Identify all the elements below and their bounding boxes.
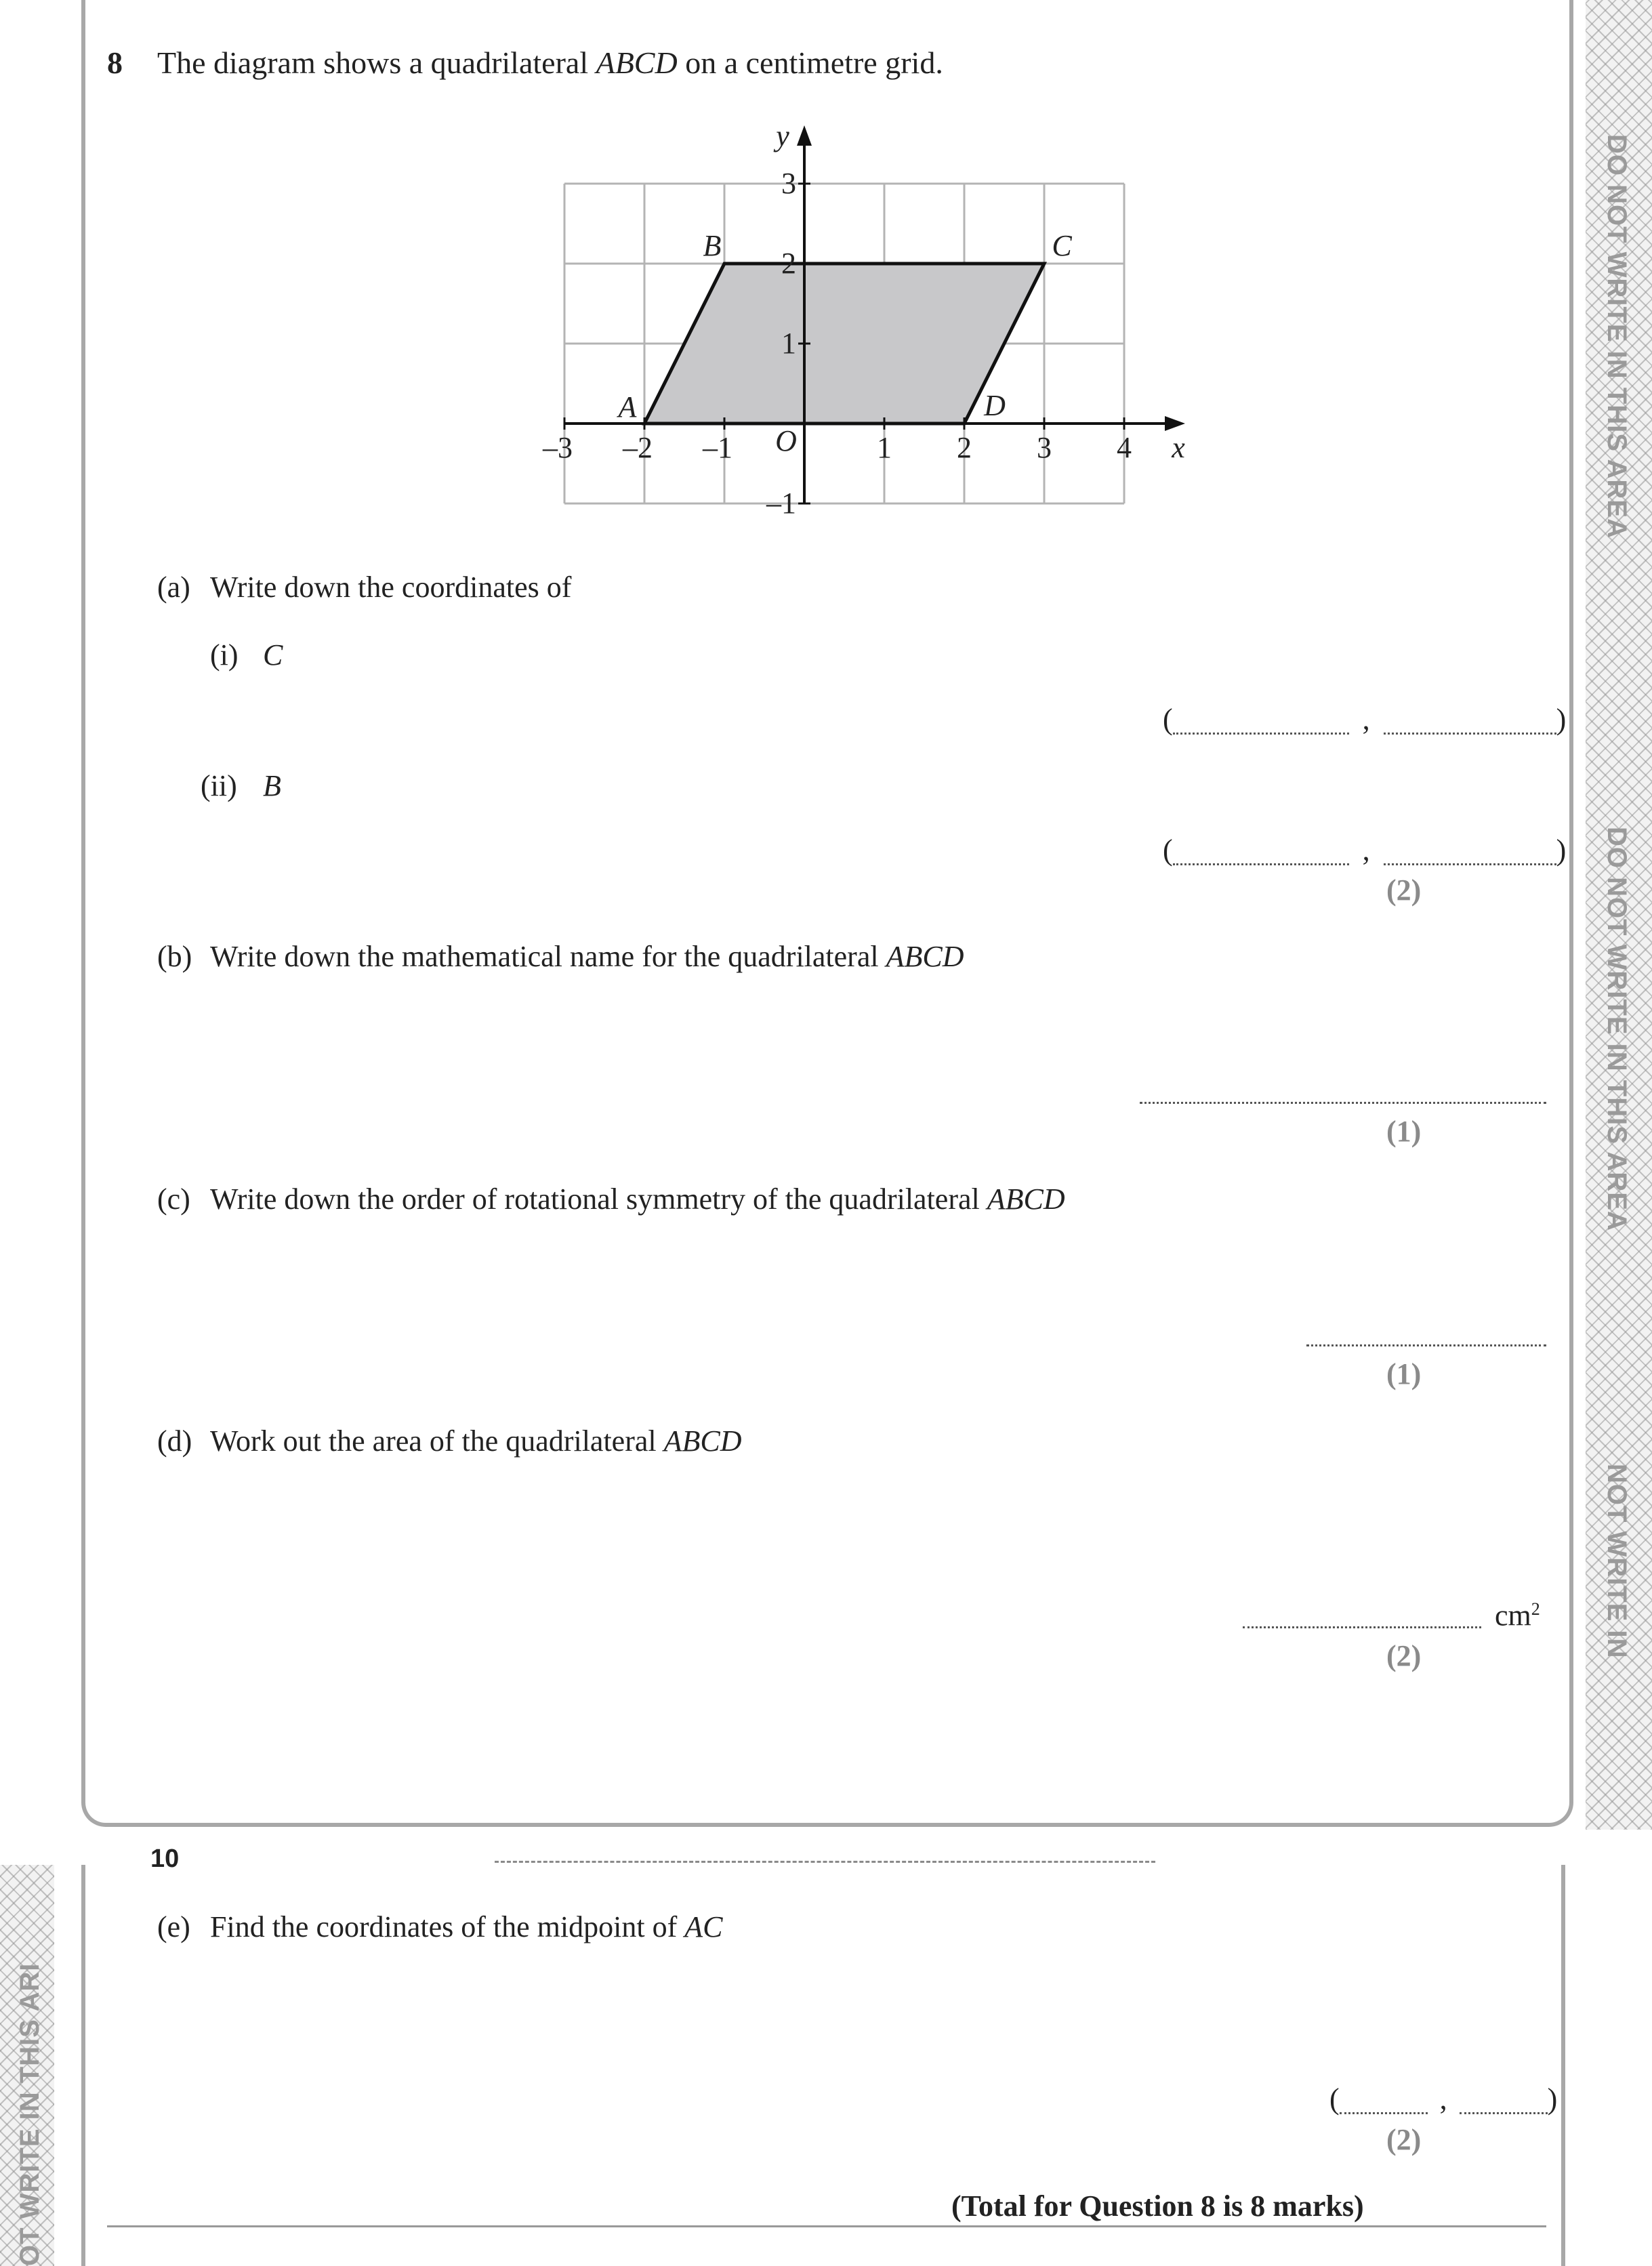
answer-a-i[interactable] [1163, 705, 1566, 735]
vertex-label-b: B [703, 229, 722, 262]
x-tick-label: 4 [1117, 431, 1132, 464]
answer-e[interactable] [1329, 2084, 1557, 2114]
x-tick-label: 2 [957, 431, 972, 464]
part-b-text-pre: Write down the mathematical name for the quadrilateral [210, 940, 886, 973]
part-c-label: (c) [157, 1182, 190, 1216]
unit-squared: 2 [1531, 1599, 1540, 1619]
y-tick-label: –1 [766, 487, 796, 520]
x-tick-label: –1 [703, 431, 732, 464]
coordinate-grid-diagram [529, 115, 1206, 522]
part-d-label: (d) [157, 1424, 192, 1458]
part-a-i-text: C [263, 638, 283, 672]
margin-warning-2: DO NOT WRITE IN THIS AREA [1602, 827, 1632, 1231]
x-axis-label: x [1172, 431, 1185, 464]
intro-post: on a centimetre grid. [677, 45, 943, 80]
part-e-marks: (2) [1386, 2123, 1422, 2156]
y-tick-label: 1 [781, 327, 796, 360]
part-b-text [210, 942, 964, 972]
margin-warning-1: DO NOT WRITE IN THIS AREA [1602, 134, 1632, 539]
total-rule [107, 2225, 1546, 2227]
vertex-label-c: C [1052, 229, 1072, 262]
part-a-ii-text: B [263, 769, 281, 802]
x-tick-label: –3 [543, 431, 573, 464]
part-b-marks: (1) [1386, 1115, 1422, 1148]
part-b-text-italic: ABCD [886, 940, 964, 973]
close-paren: ) [1556, 833, 1567, 867]
part-a-label: (a) [157, 571, 190, 604]
answer-b-field[interactable] [1140, 1083, 1546, 1104]
question-intro [157, 47, 943, 79]
answer-d-field[interactable] [1243, 1607, 1481, 1628]
x-tick-label: –2 [623, 431, 653, 464]
margin-warning-left: OT WRITE IN THIS ARI [15, 1962, 45, 2266]
unit-cm: cm [1495, 1599, 1531, 1632]
part-a-i-label: (i) [210, 638, 239, 672]
answer-a-ii[interactable] [1163, 833, 1567, 867]
answer-a-ii-x-field[interactable] [1173, 843, 1349, 865]
part-d-text-italic: ABCD [663, 1424, 742, 1458]
page-number: 10 [150, 1845, 180, 1873]
page-break-rule [495, 1861, 1155, 1863]
answer-a-ii-y-field[interactable] [1384, 843, 1556, 865]
x-axis-arrow [1165, 416, 1185, 431]
question-total: (Total for Question 8 is 8 marks) [951, 2189, 1364, 2223]
y-tick-label: 3 [781, 167, 796, 200]
comma: , [1362, 833, 1370, 867]
open-paren: ( [1163, 703, 1173, 736]
answer-a-i-x-field[interactable] [1173, 712, 1349, 735]
x-tick-label: 3 [1037, 431, 1052, 464]
part-d-marks: (2) [1386, 1639, 1422, 1672]
y-axis-arrow [797, 125, 812, 146]
margin-warning-3: NOT WRITE IN [1602, 1464, 1632, 1659]
part-a-ii-label: (ii) [201, 769, 237, 802]
part-c-text-pre: Write down the order of rotational symmetry of the quadrilateral [210, 1182, 987, 1216]
part-d-text [210, 1426, 742, 1456]
part-d-text-pre: Work out the area of the quadrilateral [210, 1424, 664, 1458]
origin-label: O [775, 424, 797, 457]
part-e-text [210, 1912, 722, 1942]
part-a-text: Write down the coordinates of [210, 571, 572, 604]
open-paren: ( [1329, 2082, 1340, 2116]
part-c-text-italic: ABCD [987, 1182, 1065, 1216]
part-b-label: (b) [157, 940, 192, 973]
part-d-unit [1495, 1601, 1540, 1631]
part-e-text-italic: AC [684, 1910, 723, 1943]
intro-italic: ABCD [596, 45, 678, 80]
y-tick-label: 2 [781, 247, 796, 280]
answer-e-x-field[interactable] [1340, 2092, 1428, 2114]
question-frame-bottom-left [81, 1865, 85, 2266]
part-c-marks: (1) [1386, 1357, 1422, 1390]
answer-c-field[interactable] [1306, 1325, 1546, 1346]
open-paren: ( [1163, 833, 1173, 867]
comma: , [1439, 2082, 1447, 2116]
x-tick-label: 1 [877, 431, 892, 464]
y-axis-label: y [776, 119, 789, 152]
part-a-marks: (2) [1386, 873, 1422, 907]
part-e-text-pre: Find the coordinates of the midpoint of [210, 1910, 685, 1943]
intro-pre: The diagram shows a quadrilateral [157, 45, 596, 80]
answer-a-i-y-field[interactable] [1384, 712, 1556, 735]
close-paren: ) [1547, 2082, 1558, 2116]
part-c-text [210, 1184, 1065, 1214]
vertex-label-a: A [618, 390, 637, 424]
part-e-label: (e) [157, 1910, 190, 1943]
close-paren: ) [1556, 703, 1567, 736]
question-number: 8 [107, 45, 123, 80]
question-frame-bottom-right [1561, 1865, 1565, 2266]
vertex-label-d: D [984, 389, 1006, 422]
comma: , [1362, 703, 1370, 736]
answer-e-y-field[interactable] [1460, 2092, 1548, 2114]
